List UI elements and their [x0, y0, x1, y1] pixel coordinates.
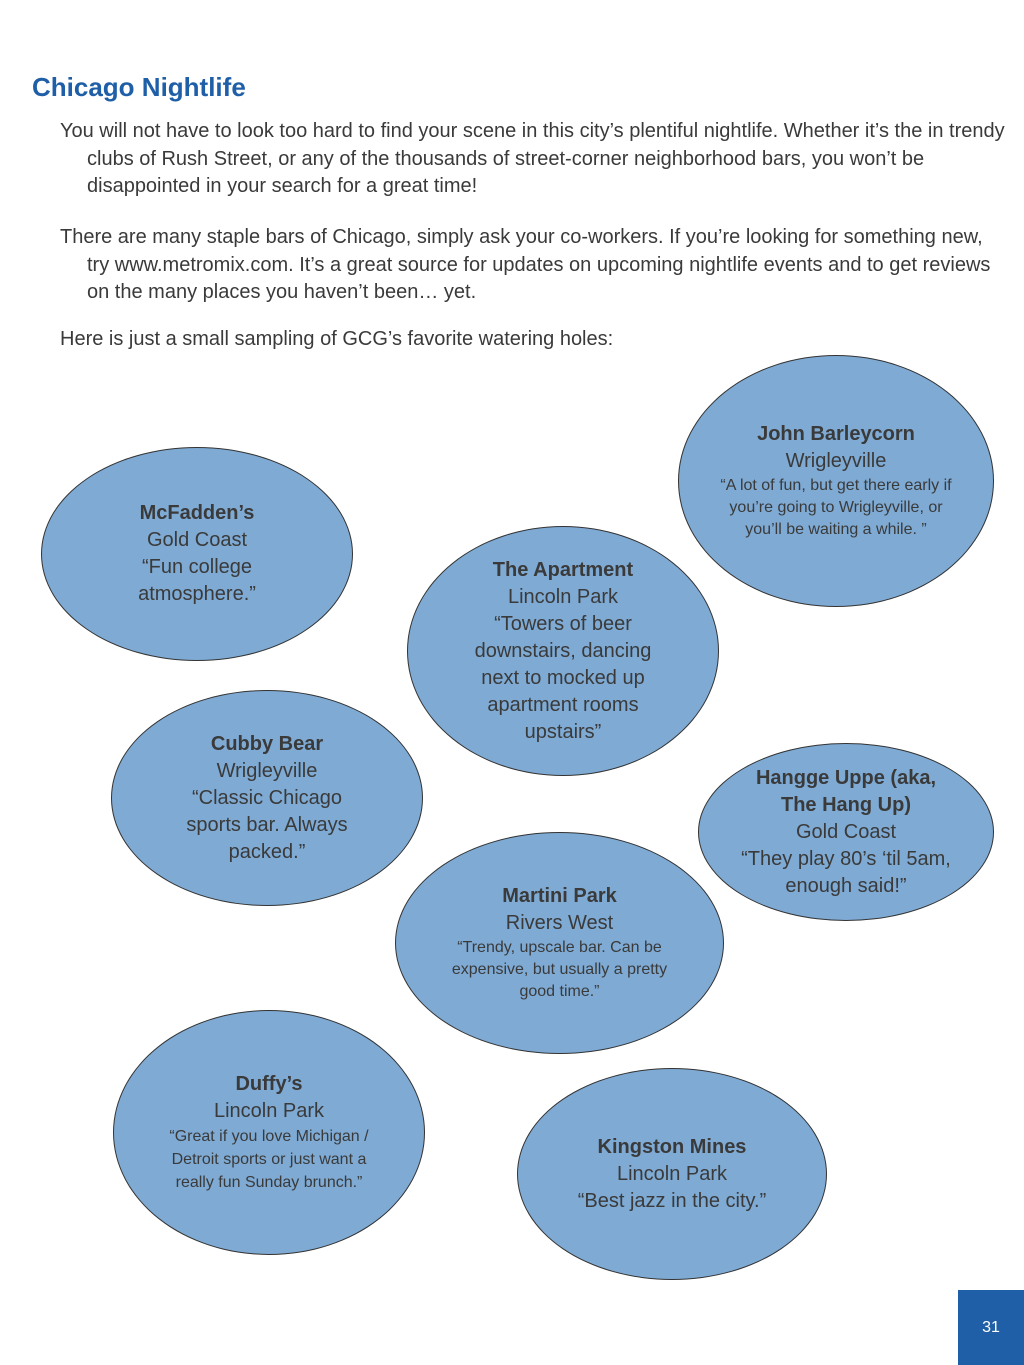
bar-bubble-hangge-uppe — [698, 743, 994, 921]
bar-quote: “Great if you love Michigan / Detroit sports or just want a really fun Sunday brunch.” — [169, 1128, 369, 1191]
bar-name: The Apartment — [492, 558, 634, 581]
bar-name: Hangge Uppe (aka, The Hang Up) — [755, 766, 937, 816]
bar-bubble-the-apartment — [407, 526, 719, 776]
bar-quote: “Best jazz in the city.” — [577, 1189, 767, 1212]
intro-paragraph: You will not have to look too hard to find your scene in this city’s plentiful nightlife. Whether it’s the in trendy clubs of Rush Street, or any of the thousands of street-corner neighborhood bars, you won’t be disappointed in your search for a great time! — [60, 120, 1005, 197]
staple-bars-paragraph: There are many staple bars of Chicago, simply ask your co-workers. If you’re looking for something new, try www.metromix.com. It’s a great source for updates on upcoming nightlife events and to get reviews on the many places you haven’t been… yet. — [60, 226, 991, 303]
bar-bubble-john-barleycorn — [678, 355, 994, 607]
bar-area: Wrigleyville — [216, 759, 318, 782]
bar-area: Lincoln Park — [507, 585, 619, 608]
bar-quote: “They play 80’s ‘til 5am, enough said!” — [741, 847, 951, 897]
bar-bubble-cubby-bear — [111, 690, 423, 906]
bar-bubble-mcfaddens — [41, 447, 353, 661]
bar-area: Lincoln Park — [213, 1100, 325, 1122]
bar-name: John Barleycorn — [757, 423, 915, 445]
bar-name: Duffy’s — [235, 1073, 303, 1095]
bar-name: Martini Park — [502, 885, 617, 907]
bar-bubble-duffys — [113, 1010, 425, 1255]
bar-area: Wrigleyville — [785, 450, 887, 472]
bar-quote: “Fun college atmosphere.” — [138, 556, 256, 605]
bar-name: Cubby Bear — [210, 732, 324, 755]
bar-quote: “Towers of beer downstairs, dancing next to mocked up apartment rooms upstairs” — [474, 612, 652, 743]
bar-quote: “A lot of fun, but get there early if you’re going to Wrigleyville, or you’ll be waiting a while. ” — [720, 477, 952, 538]
page-number: 31 — [958, 1290, 1024, 1365]
bar-area: Lincoln Park — [616, 1162, 728, 1185]
bar-quote: “Classic Chicago sports bar. Always packed.” — [186, 786, 348, 863]
bar-area: Gold Coast — [795, 820, 897, 843]
bar-area: Gold Coast — [146, 529, 248, 551]
bar-area: Rivers West — [505, 912, 614, 934]
bar-quote: “Trendy, upscale bar. Can be expensive, but usually a pretty good time.” — [451, 939, 668, 1000]
bar-bubble-martini-park — [395, 832, 724, 1054]
page-title: Chicago Nightlife — [32, 72, 246, 102]
bar-name: Kingston Mines — [597, 1135, 747, 1158]
sampling-paragraph: Here is just a small sampling of GCG’s favorite watering holes: — [60, 328, 614, 350]
bar-name: McFadden’s — [139, 502, 255, 524]
bar-bubble-kingston-mines — [517, 1068, 827, 1280]
